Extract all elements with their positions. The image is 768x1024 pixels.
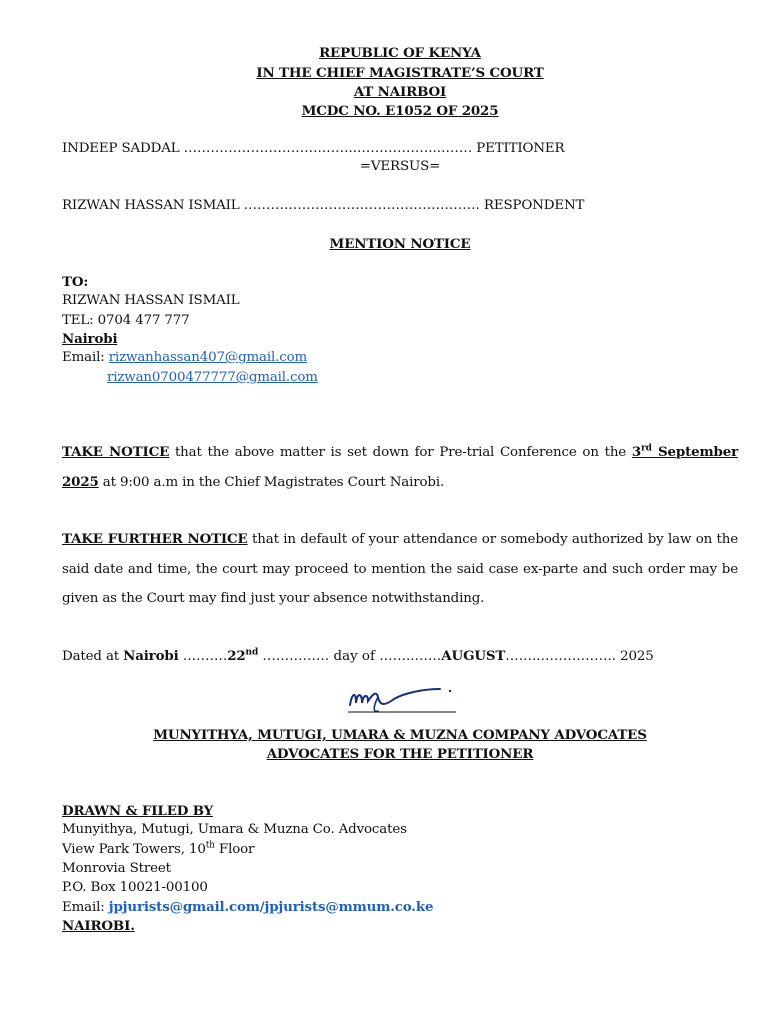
advocates-firm: MUNYITHYA, MUTUGI, UMARA & MUZNA COMPANY ADVOCATES: [153, 727, 647, 743]
drawn-building-name: View Park Towers, 10: [62, 842, 206, 857]
signature-mark: [338, 683, 468, 717]
addressee-city: Nairobi: [62, 331, 118, 347]
versus: =VERSUS=: [359, 159, 441, 174]
drawn-email-line: [62, 899, 433, 915]
take-notice-lead: TAKE NOTICE: [62, 444, 170, 460]
petitioner-name: INDEEP SADDAL: [62, 141, 180, 156]
dated-dots-2: …………… day of ……..……: [258, 649, 442, 664]
heading-location: AT NAIRBOI: [353, 84, 447, 100]
email-label: Email:: [62, 350, 105, 365]
take-notice-paragraph: [62, 438, 738, 497]
conference-date-suffix: rd: [641, 443, 652, 454]
dated-prefix: Dated at: [62, 649, 124, 664]
take-further-notice-lead: TAKE FURTHER NOTICE: [62, 531, 248, 547]
dated-month: AUGUST: [441, 648, 506, 664]
addressee-email-line: [62, 350, 307, 365]
conference-date-day: 3: [631, 444, 642, 460]
dated-year: 2025: [615, 649, 654, 664]
drawn-street: Monrovia Street: [62, 861, 171, 876]
drawn-filed-title: DRAWN & FILED BY: [62, 803, 214, 819]
petitioner-role: PETITIONER: [476, 141, 565, 156]
dated-line: [62, 648, 654, 664]
email-link-2[interactable]: rizwan0700477777@gmail.com: [107, 370, 318, 385]
notice-title: MENTION NOTICE: [329, 236, 471, 252]
addressee-name: RIZWAN HASSAN ISMAIL: [62, 293, 240, 308]
heading-case-number: MCDC NO. E1052 OF 2025: [301, 103, 499, 119]
heading-court: IN THE CHIEF MAGISTRATE’S COURT: [256, 65, 544, 81]
respondent-name: RIZWAN HASSAN ISMAIL: [62, 198, 240, 213]
dated-place: Nairobi: [123, 648, 179, 664]
drawn-floor-label: Floor: [214, 842, 255, 857]
dated-dots-1: ……….: [178, 649, 228, 664]
petitioner-line: [62, 141, 564, 156]
take-notice-text: that the above matter is set down for Pre-trial Conference on the: [169, 445, 632, 460]
conference-date-month-year: September 2025: [62, 444, 738, 490]
drawn-city: NAIROBI.: [62, 918, 135, 934]
respondent-line: [62, 198, 584, 213]
advocates-role: ADVOCATES FOR THE PETITIONER: [266, 746, 534, 762]
respondent-role: RESPONDENT: [483, 198, 585, 213]
drawn-pobox: P.O. Box 10021-00100: [62, 880, 208, 895]
dated-day: 22: [227, 648, 246, 664]
drawn-building: [62, 842, 254, 857]
to-label: TO:: [62, 274, 89, 290]
take-further-notice-paragraph: [62, 525, 738, 614]
petitioner-dots: ………………………….……...……………...…….: [183, 141, 473, 156]
addressee-tel: TEL: 0704 477 777: [62, 313, 190, 328]
drawn-firm: Munyithya, Mutugi, Umara & Muzna Co. Advocates: [62, 822, 407, 837]
drawn-floor-suffix: th: [205, 840, 215, 851]
heading-republic: REPUBLIC OF KENYA: [319, 45, 481, 61]
drawn-email-link[interactable]: jpjurists@gmail.com/jpjurists@mmum.co.ke: [108, 899, 434, 915]
take-further-notice-text: that in default of your attendance or somebody authorized by law on the said date and time, the court may proceed to mention the said case ex-parte and such order may be given as the Court may find just your absence notwithstanding.: [62, 532, 738, 606]
respondent-dots: ……………………………………….…….: [243, 198, 480, 213]
take-notice-text-2: at 9:00 a.m in the Chief Magistrates Court Nairobi.: [98, 474, 445, 490]
email-link-1[interactable]: rizwanhassan407@gmail.com: [108, 350, 308, 365]
drawn-email-label: Email:: [62, 900, 105, 915]
dated-day-suffix: nd: [245, 647, 259, 658]
dated-dots-3: ……..……………..: [505, 649, 616, 664]
